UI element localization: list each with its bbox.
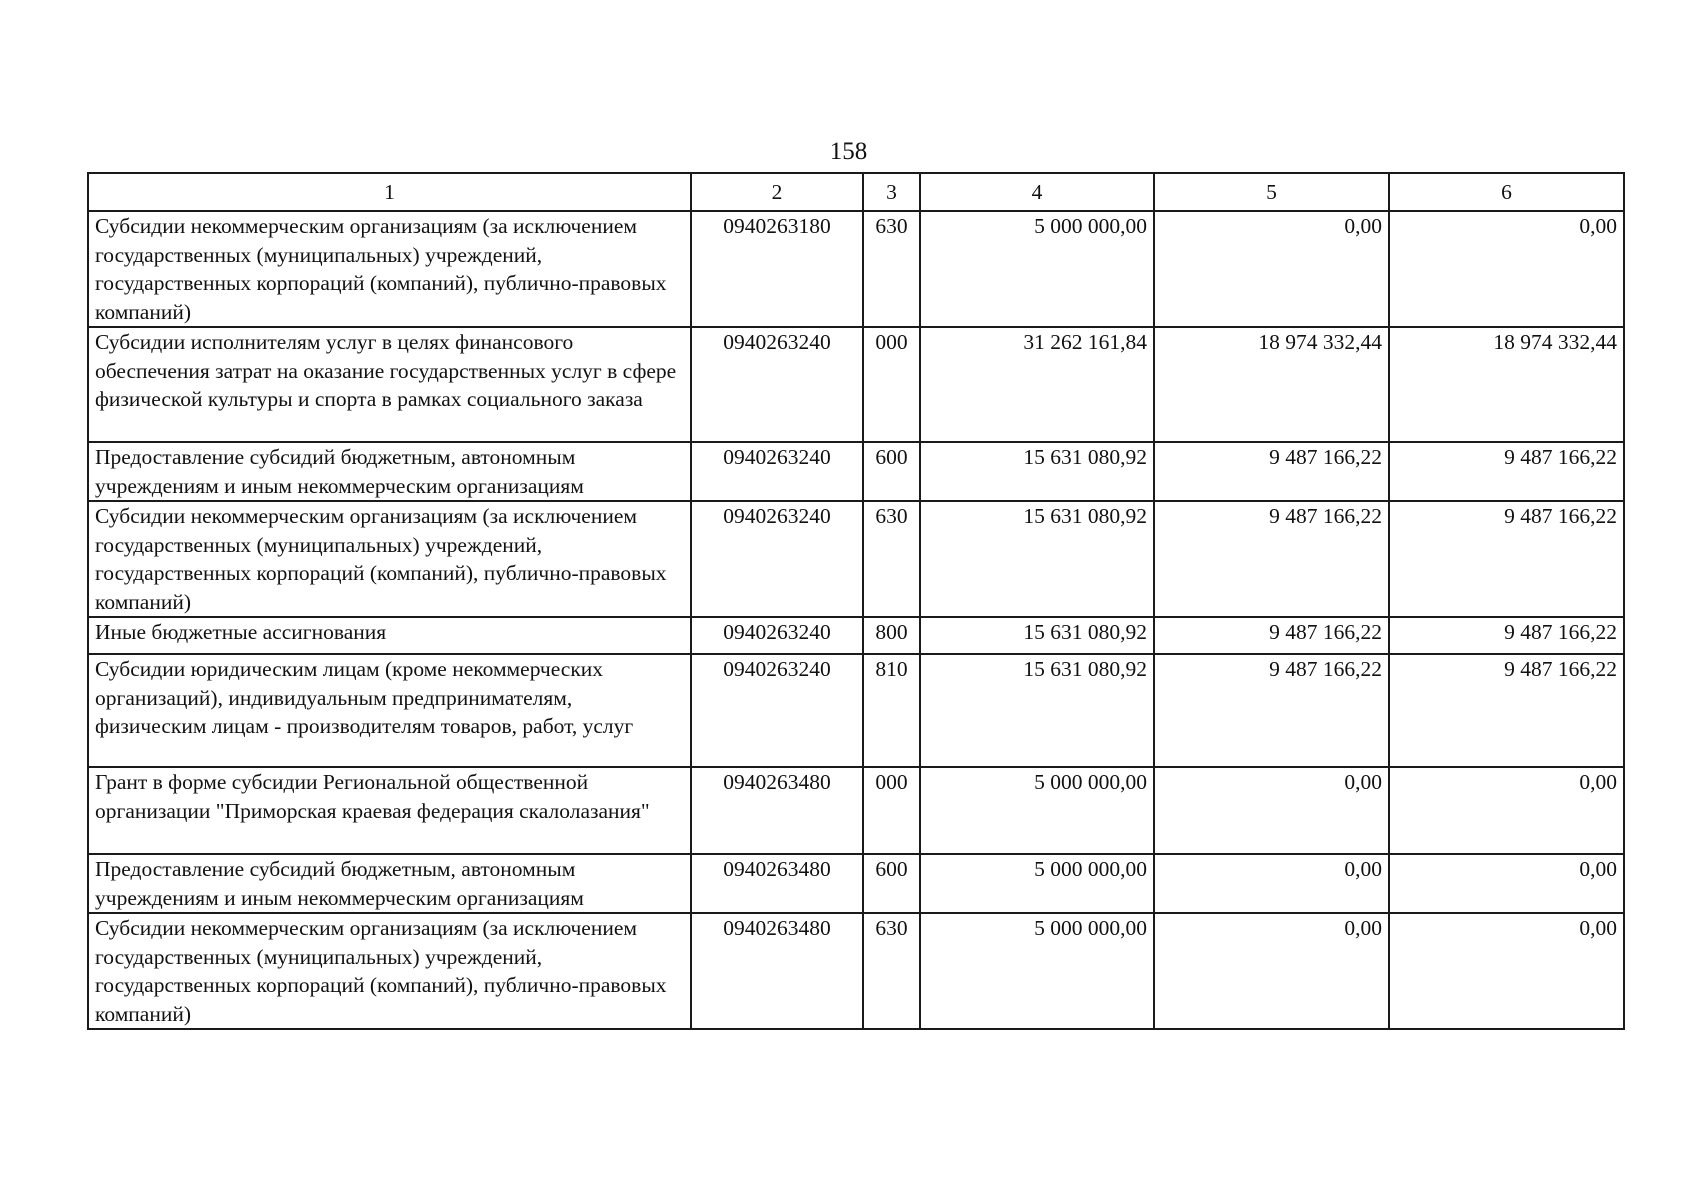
- row-code-cell: 0940263240: [691, 617, 863, 654]
- row-type-cell: 600: [863, 854, 920, 913]
- table-row: [88, 442, 1624, 501]
- row-value-6-cell: 0,00: [1389, 211, 1624, 327]
- table-row: [88, 854, 1624, 913]
- row-type-cell: 000: [863, 327, 920, 442]
- table-row: [88, 654, 1624, 767]
- column-header-2: 2: [691, 173, 863, 211]
- row-value-6-cell: 0,00: [1389, 767, 1624, 854]
- row-name-cell: Субсидии некоммерческим организациям (за исключением государственных (муниципальных) учреждений, государственных корпораций (компаний), публично-правовых компаний): [88, 913, 691, 1029]
- row-name-cell: Предоставление субсидий бюджетным, автономным учреждениям и иным некоммерческим организациям: [88, 442, 691, 501]
- row-value-6-cell: 9 487 166,22: [1389, 654, 1624, 767]
- table-row: [88, 767, 1624, 854]
- column-header-4: 4: [920, 173, 1154, 211]
- row-value-6-cell: 18 974 332,44: [1389, 327, 1624, 442]
- row-value-4-cell: 15 631 080,92: [920, 617, 1154, 654]
- row-value-5-cell: 9 487 166,22: [1154, 501, 1389, 617]
- row-value-6-cell: 0,00: [1389, 854, 1624, 913]
- row-code-cell: 0940263480: [691, 913, 863, 1029]
- row-value-4-cell: 15 631 080,92: [920, 654, 1154, 767]
- row-name-cell: Субсидии исполнителям услуг в целях финансового обеспечения затрат на оказание государственных услуг в сфере физической культуры и спорта в рамках социального заказа: [88, 327, 691, 442]
- table-row: [88, 501, 1624, 617]
- table-row: [88, 913, 1624, 1029]
- row-name-cell: Иные бюджетные ассигнования: [88, 617, 691, 654]
- row-name-cell: Субсидии некоммерческим организациям (за исключением государственных (муниципальных) учреждений, государственных корпораций (компаний), публично-правовых компаний): [88, 211, 691, 327]
- row-name-cell: Предоставление субсидий бюджетным, автономным учреждениям и иным некоммерческим организациям: [88, 854, 691, 913]
- row-name-cell: Субсидии некоммерческим организациям (за исключением государственных (муниципальных) учреждений, государственных корпораций (компаний), публично-правовых компаний): [88, 501, 691, 617]
- row-type-cell: 630: [863, 501, 920, 617]
- row-value-5-cell: 18 974 332,44: [1154, 327, 1389, 442]
- row-type-cell: 810: [863, 654, 920, 767]
- table-row: [88, 211, 1624, 327]
- row-value-6-cell: 9 487 166,22: [1389, 501, 1624, 617]
- row-code-cell: 0940263240: [691, 442, 863, 501]
- row-type-cell: 630: [863, 211, 920, 327]
- row-value-5-cell: 0,00: [1154, 854, 1389, 913]
- row-code-cell: 0940263240: [691, 327, 863, 442]
- row-value-4-cell: 5 000 000,00: [920, 211, 1154, 327]
- row-code-cell: 0940263180: [691, 211, 863, 327]
- row-value-5-cell: 9 487 166,22: [1154, 442, 1389, 501]
- row-value-6-cell: 9 487 166,22: [1389, 442, 1624, 501]
- row-name-cell: Субсидии юридическим лицам (кроме некоммерческих организаций), индивидуальным предпринимателям, физическим лицам - производителям товаров, работ, услуг: [88, 654, 691, 767]
- row-value-4-cell: 5 000 000,00: [920, 854, 1154, 913]
- row-code-cell: 0940263480: [691, 767, 863, 854]
- row-value-5-cell: 9 487 166,22: [1154, 654, 1389, 767]
- row-type-cell: 630: [863, 913, 920, 1029]
- row-value-5-cell: 0,00: [1154, 767, 1389, 854]
- page-number: 158: [829, 138, 868, 165]
- row-name-cell: Грант в форме субсидии Региональной общественной организации "Приморская краевая федерация скалолазания": [88, 767, 691, 854]
- row-value-5-cell: 0,00: [1154, 913, 1389, 1029]
- header-row: [88, 173, 1624, 211]
- row-code-cell: 0940263240: [691, 501, 863, 617]
- row-type-cell: 600: [863, 442, 920, 501]
- budget-table: [87, 172, 1625, 1030]
- row-value-4-cell: 31 262 161,84: [920, 327, 1154, 442]
- row-value-5-cell: 0,00: [1154, 211, 1389, 327]
- row-value-4-cell: 15 631 080,92: [920, 442, 1154, 501]
- row-value-4-cell: 5 000 000,00: [920, 767, 1154, 854]
- row-value-6-cell: 0,00: [1389, 913, 1624, 1029]
- row-value-4-cell: 5 000 000,00: [920, 913, 1154, 1029]
- column-header-6: 6: [1389, 173, 1624, 211]
- row-code-cell: 0940263240: [691, 654, 863, 767]
- row-code-cell: 0940263480: [691, 854, 863, 913]
- table-row: [88, 617, 1624, 654]
- row-value-6-cell: 9 487 166,22: [1389, 617, 1624, 654]
- table-row: [88, 327, 1624, 442]
- column-header-3: 3: [863, 173, 920, 211]
- column-header-5: 5: [1154, 173, 1389, 211]
- row-value-4-cell: 15 631 080,92: [920, 501, 1154, 617]
- column-header-1: 1: [88, 173, 691, 211]
- row-type-cell: 000: [863, 767, 920, 854]
- row-type-cell: 800: [863, 617, 920, 654]
- row-value-5-cell: 9 487 166,22: [1154, 617, 1389, 654]
